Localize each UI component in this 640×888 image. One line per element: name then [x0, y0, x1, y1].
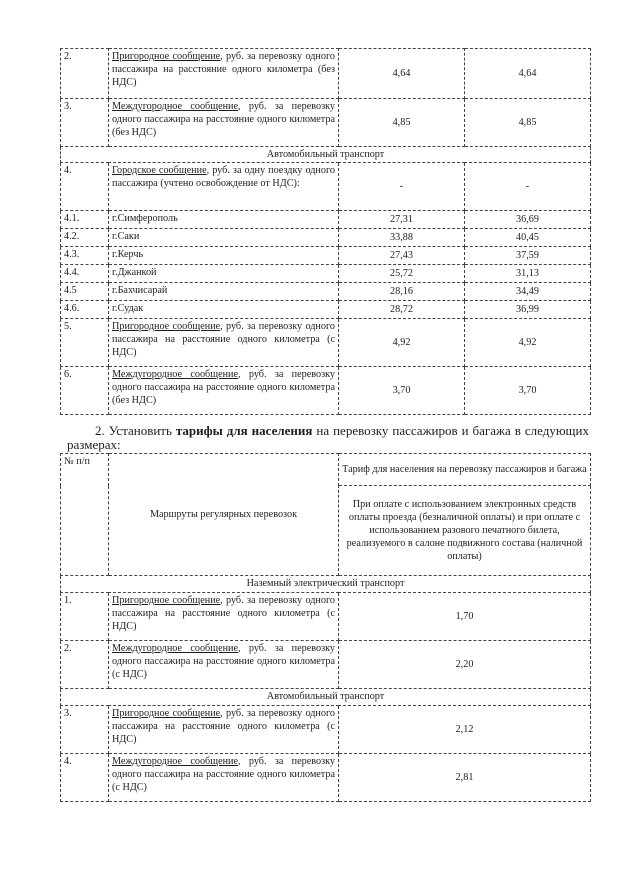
- row-number: 4.2.: [61, 229, 109, 247]
- row-number: 5.: [61, 319, 109, 367]
- row-number: 3.: [61, 706, 109, 754]
- tariff-value-2: 4,85: [465, 99, 591, 147]
- city-name: г.Бахчисарай: [109, 283, 339, 301]
- section-row: [61, 576, 591, 593]
- section-title: Автомобильный транспорт: [61, 147, 591, 163]
- row-description: Междугородное сообщение, руб. за перевозку одного пассажира на расстояние одного километра (с НДС): [109, 641, 339, 689]
- tariff-value-2: 40,45: [465, 229, 591, 247]
- row-description: Пригородное сообщение, руб. за перевозку одного пассажира на расстояние одного километра (с НДС): [109, 593, 339, 641]
- tariff-value-1: -: [339, 163, 465, 211]
- row-description: Междугородное сообщение, руб. за перевозку одного пассажира на расстояние одного километра (без НДС): [109, 99, 339, 147]
- tariff-table-continued: [60, 48, 591, 415]
- section-title: Наземный электрический транспорт: [61, 576, 591, 593]
- row-description: Пригородное сообщение, руб. за перевозку одного пассажира на расстояние одного километра (без НДС): [109, 49, 339, 99]
- tariff-value-2: 4,64: [465, 49, 591, 99]
- tariff-value-2: 4,92: [465, 319, 591, 367]
- row-number: 4.5: [61, 283, 109, 301]
- row-number: 1.: [61, 593, 109, 641]
- col-tariff-header: Тариф для населения на перевозку пассажиров и багажа: [339, 454, 591, 486]
- table-row: [61, 301, 591, 319]
- row-description: Пригородное сообщение, руб. за перевозку одного пассажира на расстояние одного километра (с НДС): [109, 706, 339, 754]
- tariff-value-2: -: [465, 163, 591, 211]
- tariff-value-2: 37,59: [465, 247, 591, 265]
- table-row: [61, 229, 591, 247]
- table-row: [61, 265, 591, 283]
- table-row: [61, 99, 591, 147]
- section-row: [61, 147, 591, 163]
- paragraph-prefix: 2. Установить: [95, 423, 176, 438]
- row-number: 2.: [61, 641, 109, 689]
- col-routes-header: Маршруты регулярных перевозок: [109, 454, 339, 576]
- table-row: [61, 641, 591, 689]
- row-number: 4.1.: [61, 211, 109, 229]
- row-number: 4.: [61, 754, 109, 802]
- tariff-value-1: 27,31: [339, 211, 465, 229]
- city-name: г.Саки: [109, 229, 339, 247]
- table-row: [61, 706, 591, 754]
- population-tariff-table: [60, 453, 591, 802]
- table-row: [61, 754, 591, 802]
- paragraph-2: [67, 424, 589, 452]
- table-row: [61, 283, 591, 301]
- row-number: 4.4.: [61, 265, 109, 283]
- city-name: г.Керчь: [109, 247, 339, 265]
- table-row: [61, 163, 591, 211]
- header-row: [61, 454, 591, 486]
- tariff-value: 2,20: [339, 641, 591, 689]
- tariff-value-1: 4,92: [339, 319, 465, 367]
- paragraph-suffix: на перевозку пассажиров и багажа в следующих размерах:: [67, 423, 590, 452]
- row-number: 2.: [61, 49, 109, 99]
- tariff-value-1: 28,72: [339, 301, 465, 319]
- table-row: [61, 49, 591, 99]
- tariff-value-2: 3,70: [465, 367, 591, 415]
- tariff-value-1: 33,88: [339, 229, 465, 247]
- row-number: 4.6.: [61, 301, 109, 319]
- row-description: Междугородное сообщение, руб. за перевозку одного пассажира на расстояние одного километра (без НДС): [109, 367, 339, 415]
- paragraph-bold: тарифы для населения: [175, 423, 313, 438]
- city-name: г.Симферополь: [109, 211, 339, 229]
- tariff-value: 2,81: [339, 754, 591, 802]
- table-row: [61, 211, 591, 229]
- tariff-value-2: 36,99: [465, 301, 591, 319]
- tariff-value-1: 3,70: [339, 367, 465, 415]
- row-number: 3.: [61, 99, 109, 147]
- row-number: 4.: [61, 163, 109, 211]
- tariff-value-1: 27,43: [339, 247, 465, 265]
- section-title: Автомобильный транспорт: [61, 689, 591, 706]
- table-row: [61, 367, 591, 415]
- city-name: г.Судак: [109, 301, 339, 319]
- tariff-value-1: 4,85: [339, 99, 465, 147]
- section-row: [61, 689, 591, 706]
- table-row: [61, 593, 591, 641]
- city-name: г.Джанкой: [109, 265, 339, 283]
- tariff-value-1: 28,16: [339, 283, 465, 301]
- tariff-value-1: 4,64: [339, 49, 465, 99]
- table-row: [61, 319, 591, 367]
- row-description: Междугородное сообщение, руб. за перевозку одного пассажира на расстояние одного километра (с НДС): [109, 754, 339, 802]
- tariff-value-2: 31,13: [465, 265, 591, 283]
- tariff-value-2: 34,49: [465, 283, 591, 301]
- row-description: Пригородное сообщение, руб. за перевозку одного пассажира на расстояние одного километра (с НДС): [109, 319, 339, 367]
- row-description: Городское сообщение, руб. за одну поездку одного пассажира (учтено освобождение от НДС):: [109, 163, 339, 211]
- tariff-value: 1,70: [339, 593, 591, 641]
- tariff-value-2: 36,69: [465, 211, 591, 229]
- row-number: 4.3.: [61, 247, 109, 265]
- col-number-header: № п/п: [61, 454, 109, 576]
- table-row: [61, 247, 591, 265]
- col-tariff-subheader: При оплате с использованием электронных средств оплаты проезда (безналичной оплаты) и при оплате с использованием разового печатного билета, реализуемого в салоне подвижного состава (наличной оплаты): [339, 486, 591, 576]
- row-number: 6.: [61, 367, 109, 415]
- tariff-value: 2,12: [339, 706, 591, 754]
- tariff-value-1: 25,72: [339, 265, 465, 283]
